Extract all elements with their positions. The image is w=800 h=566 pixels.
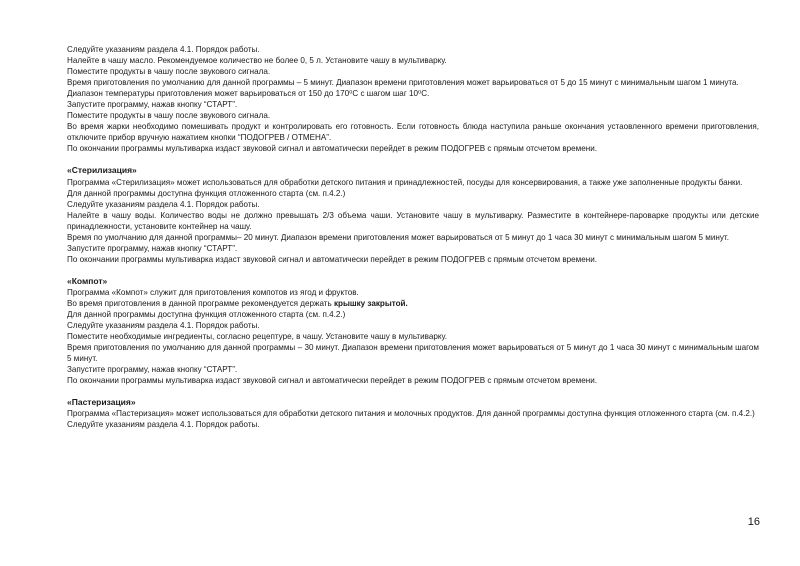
paragraph-with-emphasis (67, 298, 759, 309)
paragraph: Поместите продукты в чашу после звукового сигнала. (67, 67, 271, 77)
paragraph: Диапазон температуры приготовления может варьироваться от 150 до 170⁰С с шагом шаг 10⁰С. (67, 89, 430, 99)
section-title-sterilization: «Стерилизация» (67, 165, 137, 176)
paragraph: По окончании программы мультиварка издаст звуковой сигнал и автоматически перейдет в режим ПОДОГРЕВ с прямым отсчетом времени. (67, 254, 597, 264)
paragraph: Поместите необходимые ингредиенты, согласно рецептуре, в чашу. Установите чашу в мультиварку. (67, 332, 447, 342)
paragraph: Следуйте указаниям раздела 4.1. Порядок работы. (67, 199, 260, 209)
paragraph: Программа «Компот» служит для приготовления компотов из ягод и фруктов. (67, 287, 359, 297)
paragraph: Программа «Стерилизация» может использоваться для обработки детского питания и принадлежностей, посуды для консервирования, а также уже заполненные продукты банки. (67, 177, 743, 187)
paragraph: Запустите программу, нажав кнопку “СТАРТ”. (67, 365, 238, 375)
paragraph: Для данной программы доступна функция отложенного старта (см. п.4.2.) (67, 188, 346, 198)
page-number: 16 (747, 516, 760, 528)
paragraph: Следуйте указаниям раздела 4.1. Порядок работы. (67, 45, 260, 54)
paragraph: Налейте в чашу воды. Количество воды не должно превышать 2/3 объема чаши. Установите чашу в мультиварку. Разместите в контейнере-пароварке продукты или детские принадлежности, установите контейнер на чашу. (67, 210, 759, 231)
paragraph: По окончании программы мультиварка издаст звуковой сигнал и автоматически перейдет в режим ПОДОГРЕВ с прямым отсчетом времени. (67, 144, 597, 154)
paragraph: Следуйте указаниям раздела 4.1. Порядок работы. (67, 321, 260, 331)
document-body (67, 44, 759, 431)
paragraph: Налейте в чашу масло. Рекомендуемое количество не более 0, 5 л. Установите чашу в мультиварку. (67, 56, 447, 66)
paragraph: Запустите программу, нажав кнопку “СТАРТ”. (67, 243, 238, 253)
paragraph: Время приготовления по умолчанию для данной программы – 30 минут. Диапазон времени приготовления может варьироваться от 5 минут до 1 часа 30 минут с минимальным шагом 5 минут. (67, 343, 759, 364)
section-title-compote: «Компот» (67, 275, 108, 286)
emphasis-text: крышку закрытой. (333, 298, 408, 308)
paragraph: Во время жарки необходимо помешивать продукт и контролировать его готовность. Если готовность блюда наступила раньше окончания устаовленного времени приготовления, отключите прибор вручную нажатием кнопки “ПОДОГРЕВ / ОТМЕНА”. (67, 122, 759, 143)
paragraph: По окончании программы мультиварка издаст звуковой сигнал и автоматически перейдет в режим ПОДОГРЕВ с прямым отсчетом времени. (67, 376, 597, 386)
paragraph: Для данной программы доступна функция отложенного старта (см. п.4.2.) (67, 310, 346, 320)
paragraph: Следуйте указаниям раздела 4.1. Порядок работы. (67, 420, 260, 430)
paragraph: Программа «Пастеризация» может использоваться для обработки детского питания и молочных продуктов. Для данной программы доступна функция отложенного старта (см. п.4.2.) (67, 409, 755, 419)
paragraph: Поместите продукты в чашу после звукового сигнала. (67, 111, 271, 121)
paragraph: Время приготовления по умолчанию для данной программы – 5 минут. Диапазон времени приготовления может варьироваться от 5 до 15 минут с минимальным шагом 1 минута. (67, 78, 739, 88)
paragraph-text: Во время приготовления в данной программе рекомендуется держать (67, 298, 334, 308)
section-title-pasteurization: «Пастеризация» (67, 397, 136, 408)
paragraph: Время по умолчанию для данной программы– 20 минут. Диапазон времени приготовления может варьироваться от 5 минут до 1 часа 30 минут с минимальным шагом 5 минут. (67, 232, 729, 242)
paragraph: Запустите программу, нажав кнопку “СТАРТ”. (67, 100, 238, 110)
